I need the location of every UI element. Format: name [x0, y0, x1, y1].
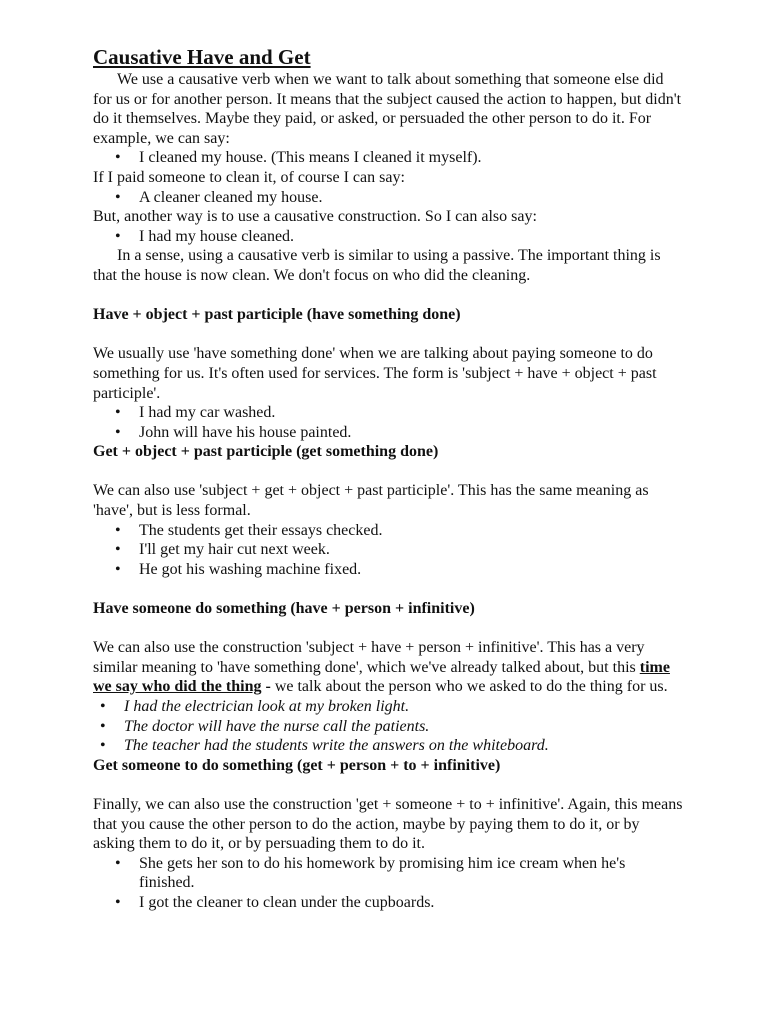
dash-text: -: [261, 678, 271, 696]
bullet-icon: •: [100, 698, 106, 715]
intro-paragraph-4: In a sense, using a causative verb is similar to using a passive. The important thing is that the house is now clean. We don't focus on who did the cleaning.: [93, 247, 661, 284]
bullet-icon: •: [115, 854, 121, 872]
bullet-icon: •: [100, 717, 106, 735]
section-body-get-something-done: We can also use 'subject + get + object + past participle'. This has the same meaning as 'have', but is less formal.: [93, 482, 649, 520]
bullet-icon: •: [115, 227, 121, 245]
section-heading-get-something-done: Get + object + past participle (get something done): [93, 443, 439, 461]
intro-list-2: [93, 188, 683, 208]
examples-get-someone-to-do: [93, 854, 683, 913]
intro-list-3: [93, 227, 683, 247]
list-item-text: He got his washing machine fixed.: [139, 560, 362, 578]
list-item: [93, 893, 683, 913]
spacer: [93, 619, 683, 639]
section-heading-have-someone-do: Have someone do something (have + person + infinitive): [93, 600, 475, 618]
list-item-text: The teacher had the students write the answers on the whiteboard.: [124, 737, 549, 755]
spacer: [93, 462, 683, 482]
examples-have-something-done: [93, 403, 683, 442]
section-body-have-someone-do: [93, 638, 683, 697]
list-item-text: I'll get my hair cut next week.: [139, 541, 330, 559]
spacer: [93, 286, 683, 306]
list-item-text: I cleaned my house. (This means I cleaned it myself).: [139, 149, 482, 167]
spacer: [93, 325, 683, 345]
list-item-text: I got the cleaner to clean under the cupboards.: [139, 893, 435, 911]
intro-paragraph-3: But, another way is to use a causative construction. So I can also say:: [93, 208, 537, 226]
intro-paragraph-2: If I paid someone to clean it, of course I can say:: [93, 168, 405, 186]
list-item: [93, 423, 683, 443]
bullet-icon: •: [115, 541, 121, 559]
bullet-icon: •: [115, 893, 121, 911]
bullet-icon: •: [115, 149, 121, 167]
section-heading-have-something-done: Have + object + past participle (have something done): [93, 306, 461, 324]
list-item: [93, 697, 683, 717]
list-item-text: I had my car washed.: [139, 404, 276, 422]
page-title: Causative Have and Get: [93, 45, 311, 69]
list-item: [93, 188, 683, 208]
list-item: [93, 540, 683, 560]
document-content: [93, 44, 683, 913]
bullet-icon: •: [100, 737, 106, 755]
bullet-icon: •: [115, 404, 121, 422]
list-item-text: A cleaner cleaned my house.: [139, 188, 323, 206]
list-item-text: I had my house cleaned.: [139, 227, 295, 245]
examples-have-someone-do: [93, 697, 683, 756]
list-item-text: She gets her son to do his homework by promising him ice cream when he's finished.: [139, 854, 626, 892]
section-body-get-someone-to-do: Finally, we can also use the construction 'get + someone + to + infinitive'. Again, this means that you cause the other person to do the action, maybe by paying them to do it, or by asking them to do it, or by persuading them to do it.: [93, 795, 683, 853]
spacer: [93, 775, 683, 795]
examples-get-something-done: [93, 521, 683, 580]
list-item-text: The doctor will have the nurse call the patients.: [124, 717, 430, 735]
list-item: [93, 227, 683, 247]
bullet-icon: •: [115, 188, 121, 206]
body-text: We can also use the construction 'subject + have + person + infinitive'. This has a very similar meaning to 'have something done', which we've already talked about, but this: [93, 639, 645, 676]
intro-paragraph-1: We use a causative verb when we want to talk about something that someone else did for us or for another person. It means that the subject caused the action to happen, but didn't do it themselves. Maybe they paid, or asked, or persuaded the other person to do it. For example, we can say:: [93, 71, 682, 147]
list-item: [93, 854, 683, 893]
bullet-icon: •: [115, 560, 121, 578]
list-item: [93, 403, 683, 423]
bullet-icon: •: [115, 521, 121, 539]
body-text: we talk about the person who we asked to do the thing for us.: [270, 678, 668, 696]
list-item: [93, 717, 683, 737]
intro-list-1: [93, 148, 683, 168]
list-item-text: The students get their essays checked.: [139, 521, 383, 539]
list-item-text: John will have his house painted.: [139, 423, 352, 441]
list-item: [93, 521, 683, 541]
bullet-icon: •: [115, 423, 121, 441]
section-heading-get-someone-to-do: Get someone to do something (get + person + to + infinitive): [93, 756, 501, 774]
emphasis-text: time we say who did the thing: [93, 658, 670, 696]
section-body-have-something-done: We usually use 'have something done' when we are talking about paying someone to do something for us. It's often used for services. The form is 'subject + have + object + past participle'.: [93, 345, 657, 402]
spacer: [93, 579, 683, 599]
list-item: [93, 560, 683, 580]
list-item: [93, 148, 683, 168]
list-item-text: I had the electrician look at my broken light.: [124, 698, 410, 715]
list-item: [93, 736, 683, 756]
